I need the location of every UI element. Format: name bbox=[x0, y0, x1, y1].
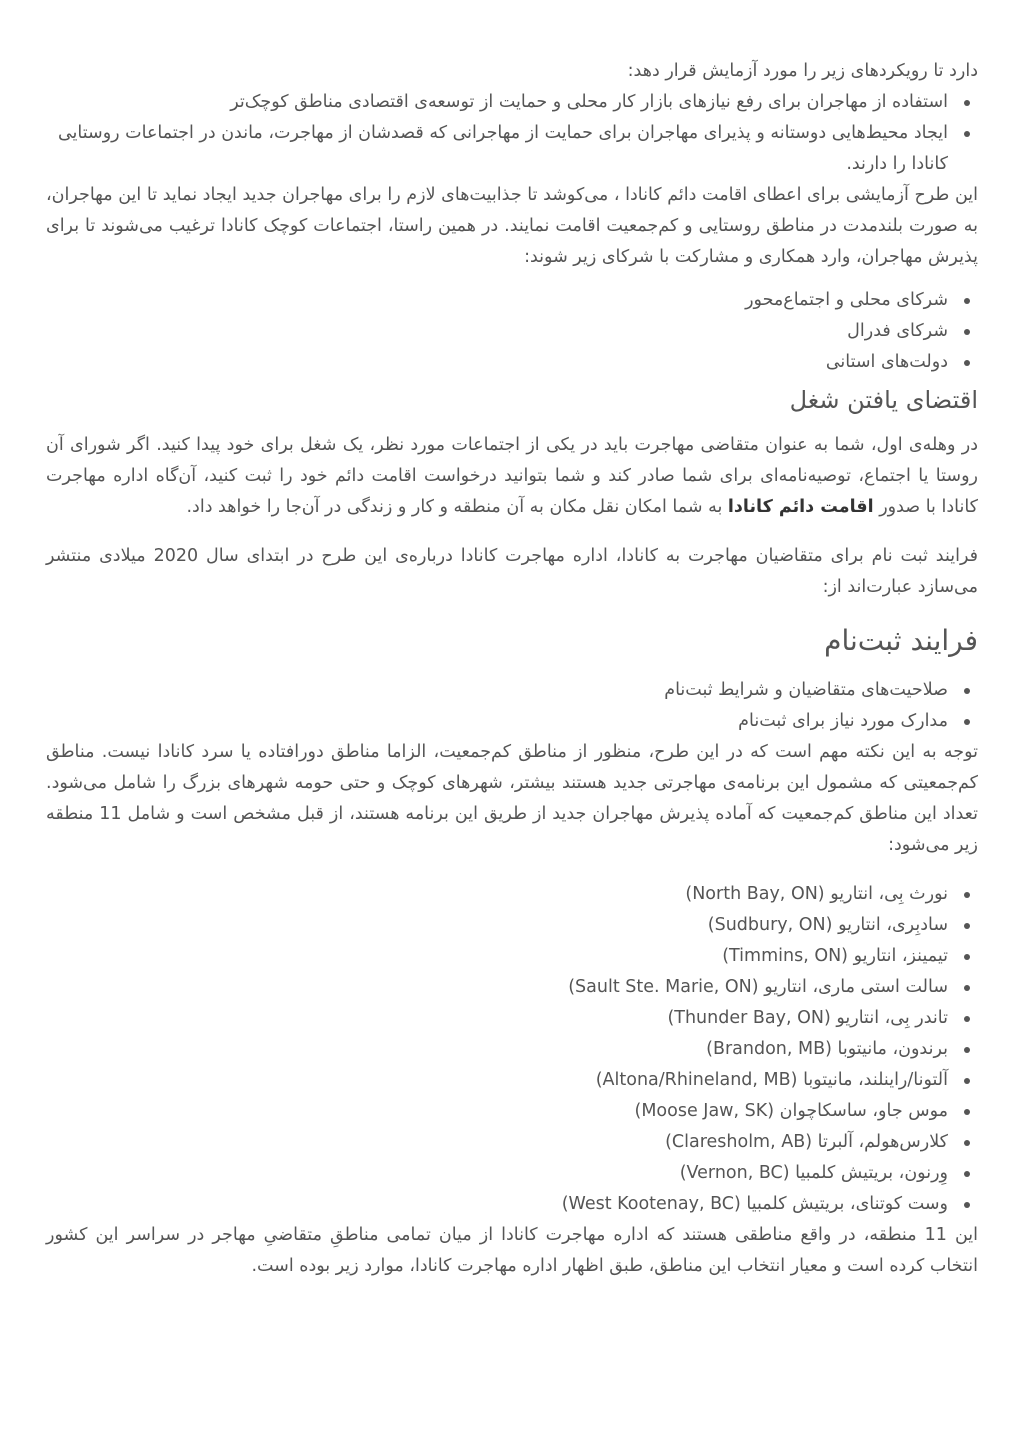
job-paragraph bbox=[46, 430, 978, 523]
intro-lead: دارد تا رویکردهای زیر را مورد آزمایش قرار دهد: bbox=[627, 61, 978, 81]
closing-paragraph: این 11 منطقه، در واقع مناطقی هستند که اداره مهاجرت کانادا از میان تمامی مناطقِ متقاضیِ مهاجر در سراسر این کشور انتخاب کرده است و معیار انتخاب این مناطق، طبق اظهار اداره مهاجرت کانادا، موارد زیر بوده است. bbox=[46, 1225, 978, 1276]
section-heading-registration: فرایند ثبت‌نام bbox=[824, 624, 978, 657]
job-paragraph-text-end: به شما امکان نقل مکان به آن منطقه و کار و زندگی در آن‌جا را خواهد داد. bbox=[186, 497, 728, 517]
list-item: ایجاد محیط‌هایی دوستانه و پذیرای مهاجران برای حمایت از مهاجرانی که قصدشان از مهاجرت، ماندن در اجتماعات روستایی کانادا را دارند. bbox=[46, 118, 948, 180]
registration-intro-paragraph: فرایند ثبت نام برای متقاضیان مهاجرت به کانادا، اداره مهاجرت کانادا درباره‌ی این طرح در ابتدای سال 2020 میلادی منتشر می‌سازد عبارت‌اند از: bbox=[46, 546, 979, 597]
list-item: مدارک مورد نیاز برای ثبت‌نام bbox=[46, 706, 948, 737]
region-item: سالت استی ماری، انتاریو (Sault Ste. Marie, ON) bbox=[46, 972, 948, 1003]
regions-intro-paragraph: توجه به این نکته مهم است که در این طرح، منظور از مناطق کم‌جمعیت، الزاما مناطق دورافتاده یا سرد کانادا نیست. مناطق کم‌جمعیتی که مشمول این برنامه‌ی مهاجرتی جدید هستند بیشتر، شهرهای کوچک و حتی حومه شهرهای بزرگ را شامل می‌شود. تعداد این مناطق کم‌جمعیت که آماده پذیرش مهاجران جدید از طریق این برنامه هستند، از قبل مشخص است و شامل 11 منطقه زیر می‌شود: bbox=[46, 742, 979, 855]
registration-bullet-list bbox=[46, 675, 978, 737]
region-item: نورث بِی، انتاریو (North Bay, ON) bbox=[46, 879, 948, 910]
list-item: صلاحیت‌های متقاضیان و شرایط ثبت‌نام bbox=[46, 675, 948, 706]
intro-bullet-list bbox=[46, 87, 978, 180]
job-paragraph-text: در وهله‌ی اول، شما به عنوان متقاضی مهاجرت باید در یکی از اجتماعات مورد نظر، یک شغل برای خود پیدا کنید. اگر شورای آن روستا یا اجتماع، توصیه‌نامه‌ای برای شما صادر کند و شما بتوانید درخواست اقامت دائم خود را ثبت کنید، آن‌گاه اداره مهاجرت کانادا با صدور bbox=[46, 435, 978, 517]
region-item: وست کوتنای، بریتیش کلمبیا (West Kootenay, BC) bbox=[46, 1189, 948, 1220]
region-item: برندون، مانیتوبا (Brandon, MB) bbox=[46, 1034, 948, 1065]
list-item: شرکای محلی و اجتماع‌محور bbox=[46, 285, 948, 316]
list-item: استفاده از مهاجران برای رفع نیازهای بازار کار محلی و حمایت از توسعه‌ی اقتصادی مناطق کوچک‌تر bbox=[46, 87, 948, 118]
region-item: تاندر بِی، انتاریو (Thunder Bay, ON) bbox=[46, 1003, 948, 1034]
section-heading-job: اقتضای یافتن شغل bbox=[789, 386, 978, 414]
list-item: شرکای فدرال bbox=[46, 316, 948, 347]
regions-list bbox=[46, 879, 978, 1220]
region-item: سادبِری، انتاریو (Sudbury, ON) bbox=[46, 910, 948, 941]
region-item: موس جاو، ساسکاچوان (Moose Jaw, SK) bbox=[46, 1096, 948, 1127]
region-item: تیمینز، انتاریو (Timmins, ON) bbox=[46, 941, 948, 972]
list-item: دولت‌های استانی bbox=[46, 347, 948, 378]
partners-list bbox=[46, 285, 978, 378]
region-item: کلارس‌هولم، آلبرتا (Claresholm, AB) bbox=[46, 1127, 948, 1158]
region-item: آلتونا/راینلند، مانیتوبا (Altona/Rhineland, MB) bbox=[46, 1065, 948, 1096]
permanent-residence-bold: اقامت دائم کانادا bbox=[727, 497, 874, 517]
intro-paragraph: این طرح آزمایشی برای اعطای اقامت دائم کانادا ، می‌کوشد تا جذابیت‌های لازم را برای مهاجران جدید ایجاد نماید تا این مهاجران، به صورت بلندمدت در مناطق روستایی و کم‌جمعیت اقامت نمایند. در همین راستا، اجتماعات کوچک کانادا ترغیب می‌شوند تا برای پذیرش مهاجران، وارد همکاری و مشارکت با شرکای زیر شوند: bbox=[46, 185, 978, 267]
region-item: وِرنون، بریتیش کلمبیا (Vernon, BC) bbox=[46, 1158, 948, 1189]
